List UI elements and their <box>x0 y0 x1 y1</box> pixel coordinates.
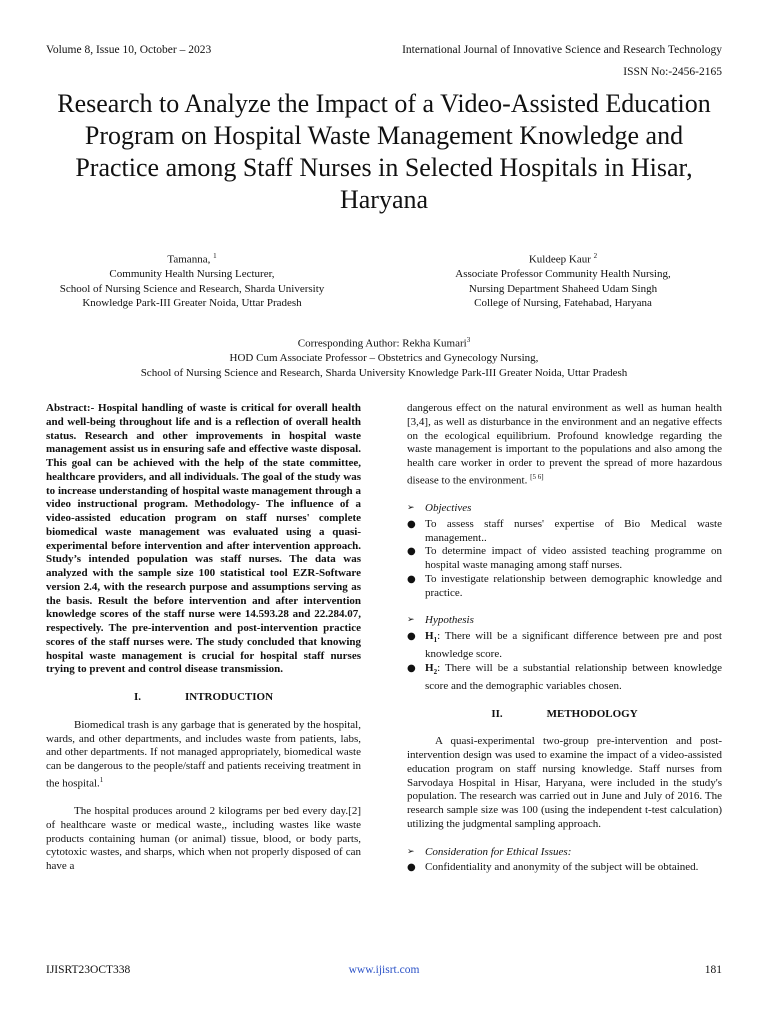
objectives-label: Objectives <box>425 502 472 515</box>
list-item <box>407 630 722 662</box>
h2-text: : There will be a substantial relationship between knowledge score and the demographic variables chosen. <box>425 661 722 692</box>
continued-sup: [5 6] <box>530 472 544 481</box>
author-2-affil-3: College of Nursing, Fatehabad, Haryana <box>474 297 652 310</box>
continued-text: dangerous effect on the natural environment as well as human health [3,4], as well as disturbance in the environment and an negative effects on the ecological equilibrium. Profound knowledge regarding the waste management is important to the populations and also among the health care worker in order to prevent the spread of more hazardous disease to the environment. <box>407 402 722 487</box>
methodology-number: II. <box>491 707 503 720</box>
introduction-number: I. <box>133 691 141 703</box>
left-column <box>46 402 361 888</box>
bullet-icon: ● <box>407 518 416 530</box>
intro-paragraph-2: The hospital produces around 2 kilograms per bed every day.[2] of healthcare waste or medical waste,, including wastes like waste products containing human (or animal) tissue, blood, or body parts, cytotoxic wastes, and sharps, which when not properly disposed of can have a <box>46 805 361 873</box>
author-2 <box>424 249 702 311</box>
continued-paragraph <box>407 402 722 488</box>
hypothesis-1 <box>425 630 722 662</box>
objective-3: To investigate relationship between demographic knowledge and practice. <box>425 572 722 599</box>
objectives-heading <box>407 502 722 516</box>
footer-article-id: IJISRT23OCT338 <box>46 964 131 976</box>
author-1 <box>40 249 344 311</box>
list-item <box>407 861 722 875</box>
author-1-affil-3: Knowledge Park-III Greater Noida, Uttar Pradesh <box>82 297 302 310</box>
ethics-1: Confidentiality and anonymity of the subject will be obtained. <box>425 861 699 874</box>
author-2-affil-2: Nursing Department Shaheed Udam Singh <box>468 282 658 295</box>
arrow-bullet-icon: ➢ <box>407 503 415 514</box>
bullet-icon: ● <box>407 662 416 674</box>
corresponding-affil-2: School of Nursing Science and Research, Sharda University Knowledge Park-III Greater Noida, Uttar Pradesh <box>140 366 628 379</box>
introduction-title: INTRODUCTION <box>185 691 274 703</box>
ethics-heading <box>407 846 722 860</box>
list-item <box>407 662 722 694</box>
arrow-bullet-icon: ➢ <box>407 615 415 626</box>
bullet-icon: ● <box>407 862 416 874</box>
journal-name: International Journal of Innovative Science and Research Technology <box>402 44 722 56</box>
h2-label: H <box>425 661 434 674</box>
author-2-affil-1: Associate Professor Community Health Nursing, <box>455 268 671 281</box>
h2-sub: 2 <box>433 668 438 677</box>
arrow-bullet-icon: ➢ <box>407 846 415 857</box>
corresponding-author <box>40 333 728 380</box>
objective-2: To determine impact of video assisted teaching programme on hospital waste managing among staff nurses. <box>425 545 722 572</box>
intro-p1-text: Biomedical trash is any garbage that is generated by the hospital, wards, and other departments, and includes waste from patients, labs, and other departments. If not managed appropriately, biomedical waste can be dangerous to the people/staff and patients receiving treatment in the hospital. <box>46 718 361 790</box>
volume-info: Volume 8, Issue 10, October – 2023 <box>46 44 212 56</box>
bullet-icon: ● <box>407 573 416 585</box>
hypothesis-heading <box>407 614 722 628</box>
abstract: Abstract:- Hospital handling of waste is critical for overall health and well-being throughout life and is a reflection of overall health status. Research and other improvements in hospital waste management assist us in ensuring safe and effective waste disposal. This goal can be achieved with the help of the state committee, healthcare providers, and all individuals. The goal of the study was to increase understanding of hospital waste management through a video instructional program. Methodology- The influence of a video-assisted education program on staff nurses' complete biomedical waste management was evaluated using a quasi-experimental before intervention and after intervention approach. Study’s intended population was staff nurses. The data was analyzed with the sample size 100 statistical tool EZR-Software version 2.4, with the research purpose and assumptions serving as the basis. Result the before intervention and after intervention knowledge scores of the staff nurse were 14.593.28 and 22.284.07, respectively. The pre-intervention and post-intervention practice scores of the staff nurses were. The study concluded that knowing hospital waste management is crucial for hospital staff nurses trying to prevent and control disease transmission. <box>46 402 361 676</box>
intro-p1-sup: 1 <box>99 775 104 784</box>
page-number: 181 <box>704 964 722 976</box>
methodology-title: METHODOLOGY <box>546 707 638 720</box>
hypothesis-2 <box>425 662 722 694</box>
author-1-affil-1: Community Health Nursing Lecturer, <box>109 268 275 281</box>
methodology-paragraph: A quasi-experimental two-group pre-intervention and post-intervention design was used to examine the impact of a video-assisted education program on staff nursing knowledge. Staff nurses from Sarvodaya Hospital in Hisar, Haryana, were included in the study's population. The research was carried out in June and July of 2016. The research sample size was 100 (using the independent t-test calculation) utilizing the judgmental sampling approach. <box>407 735 722 830</box>
author-1-affil-2: School of Nursing Science and Research, Sharda University <box>59 282 325 295</box>
h1-text: : There will be a significant difference between pre and post knowledge score. <box>425 630 722 661</box>
issn: ISSN No:-2456-2165 <box>623 66 722 78</box>
intro-paragraph-1 <box>46 719 361 791</box>
bullet-icon: ● <box>407 631 416 643</box>
corresponding-label: Corresponding Author: Rekha Kumari <box>297 337 467 350</box>
introduction-heading <box>46 691 361 705</box>
right-column <box>407 402 722 875</box>
author-1-name: Tamanna, <box>167 253 211 266</box>
h1-sub: 1 <box>433 636 438 645</box>
author-2-name: Kuldeep Kaur <box>528 253 591 266</box>
objective-1: To assess staff nurses' expertise of Bio Medical waste management.. <box>425 517 722 544</box>
hypothesis-label: Hypothesis <box>425 614 474 627</box>
list-item <box>407 545 722 573</box>
author-1-sup: 1 <box>213 252 217 260</box>
list-item <box>407 573 722 601</box>
paper-title: Research to Analyze the Impact of a Video-Assisted Education Program on Hospital Waste Management Knowledge and Practice among Staff Nurses in Selected Hospitals in Hisar, Haryana <box>57 89 711 214</box>
bullet-icon: ● <box>407 546 416 558</box>
list-item <box>407 518 722 546</box>
methodology-heading <box>407 708 722 722</box>
footer-website-link[interactable]: www.ijisrt.com <box>348 964 420 976</box>
ethics-label: Consideration for Ethical Issues: <box>425 845 572 858</box>
author-2-sup: 2 <box>593 252 598 260</box>
h1-label: H <box>425 630 434 643</box>
corresponding-sup: 3 <box>466 336 471 344</box>
corresponding-affil-1: HOD Cum Associate Professor – Obstetrics and Gynecology Nursing, <box>229 352 539 365</box>
